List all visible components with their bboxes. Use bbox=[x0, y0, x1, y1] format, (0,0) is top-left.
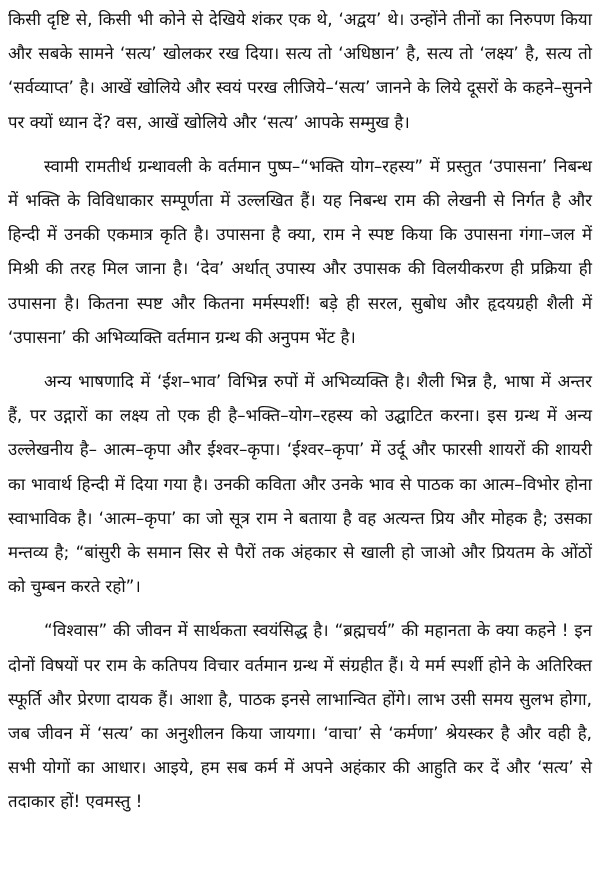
paragraph-4: “विश्वास” की जीवन में सार्थकता स्वयंसिद्ध है। “ब्रह्मचर्य” की महानता के क्या कहने ! इन दोनों विषयों पर राम के कतिपय विचार वर्तमान ग्रन्थ में संग्रहीत हैं। ये मर्म स्पर्शी होने के अतिरिक्त स्फूर्ति और प्रेरणा दायक हैं। आशा है, पाठक इनसे लाभान्वित होंगे। लाभ उसी समय सुलभ होगा, जब जीवन में ‘सत्य’ का अनुशीलन किया जायगा। ‘वाचा’ से ‘कर्मणा’ श्रेयस्कर है और वही है, सभी योगों का आधार। आइये, हम सब कर्म में अपने अहंकार की आहुति कर दें और ‘सत्य’ से तदाकार हों! एवमस्तु ! bbox=[8, 620, 592, 812]
paragraph-3: अन्य भाषणादि में ‘ईश–भाव’ विभिन्न रुपों में अभिव्यक्ति है। शैली भिन्न है, भाषा में अन्तर हैं, पर उद्गारों का लक्ष्य तो एक ही है–भक्ति–योग–रहस्य को उद्घाटित करना। इस ग्रन्थ में अन्य उल्लेखनीय है– आत्म–कृपा और ईश्वर–कृपा। ‘ईश्वर–कृपा’ में उर्दू और फारसी शायरों की शायरी का भावार्थ हिन्दी में दिया गया है। उनकी कविता और उनके भाव से पाठक का आत्म–विभोर होना स्वाभाविक है। ‘आत्म–कृपा’ का जो सूत्र राम ने बताया है वह अत्यन्त प्रिय और मोहक है; उसका मन्तव्य है; “बांसुरी के समान सिर से पैरों तक अंहकार से खाली हो जाओ और प्रियतम के ओंठों को चुम्बन करते रहो”। bbox=[8, 371, 592, 597]
paragraph-1: किसी दृष्टि से, किसी भी कोने से देखिये शंकर एक थे, ‘अद्वय’ थे। उन्होंने तीनों का निरुपण किया और सबके सामने ‘सत्य’ खोलकर रख दिया। सत्य तो ‘अधिष्ठान’ है, सत्य तो ‘लक्ष्य’ है, सत्य तो ‘सर्वव्याप्त’ है। आखें खोलिये और स्वयं परख लीजिये–‘सत्य’ जानने के लिये दूसरों के कहने–सुनने पर क्यों ध्यान दें? वस, आखें खोलिये और ‘सत्य’ आपके सम्मुख है। bbox=[8, 9, 592, 132]
paragraph-2: स्वामी रामतीर्थ ग्रन्थावली के वर्तमान पुष्प–“भक्ति योग–रहस्य” में प्रस्तुत ‘उपासना’ निबन्ध में भक्ति के विविधाकार सम्पूर्णता में उल्लखित हैं। यह निबन्ध राम की लेखनी से निर्गत है और हिन्दी में उनकी एकमात्र कृति है। उपासना है क्या, राम ने स्पष्ट किया कि उपासना गंगा–जल में मिश्री की तरह मिल जाना है। ‘देव’ अर्थात् उपास्य और उपासक की विलयीकरण ही प्रक्रिया ही उपासना है। कितना स्पष्ट और कितना मर्मस्पर्शी! बड़े ही सरल, सुबोध और हृदयग्रही शैली में ‘उपासना’ की अभिव्यक्ति वर्तमान ग्रन्थ की अनुपम भेंट है। bbox=[8, 155, 592, 347]
